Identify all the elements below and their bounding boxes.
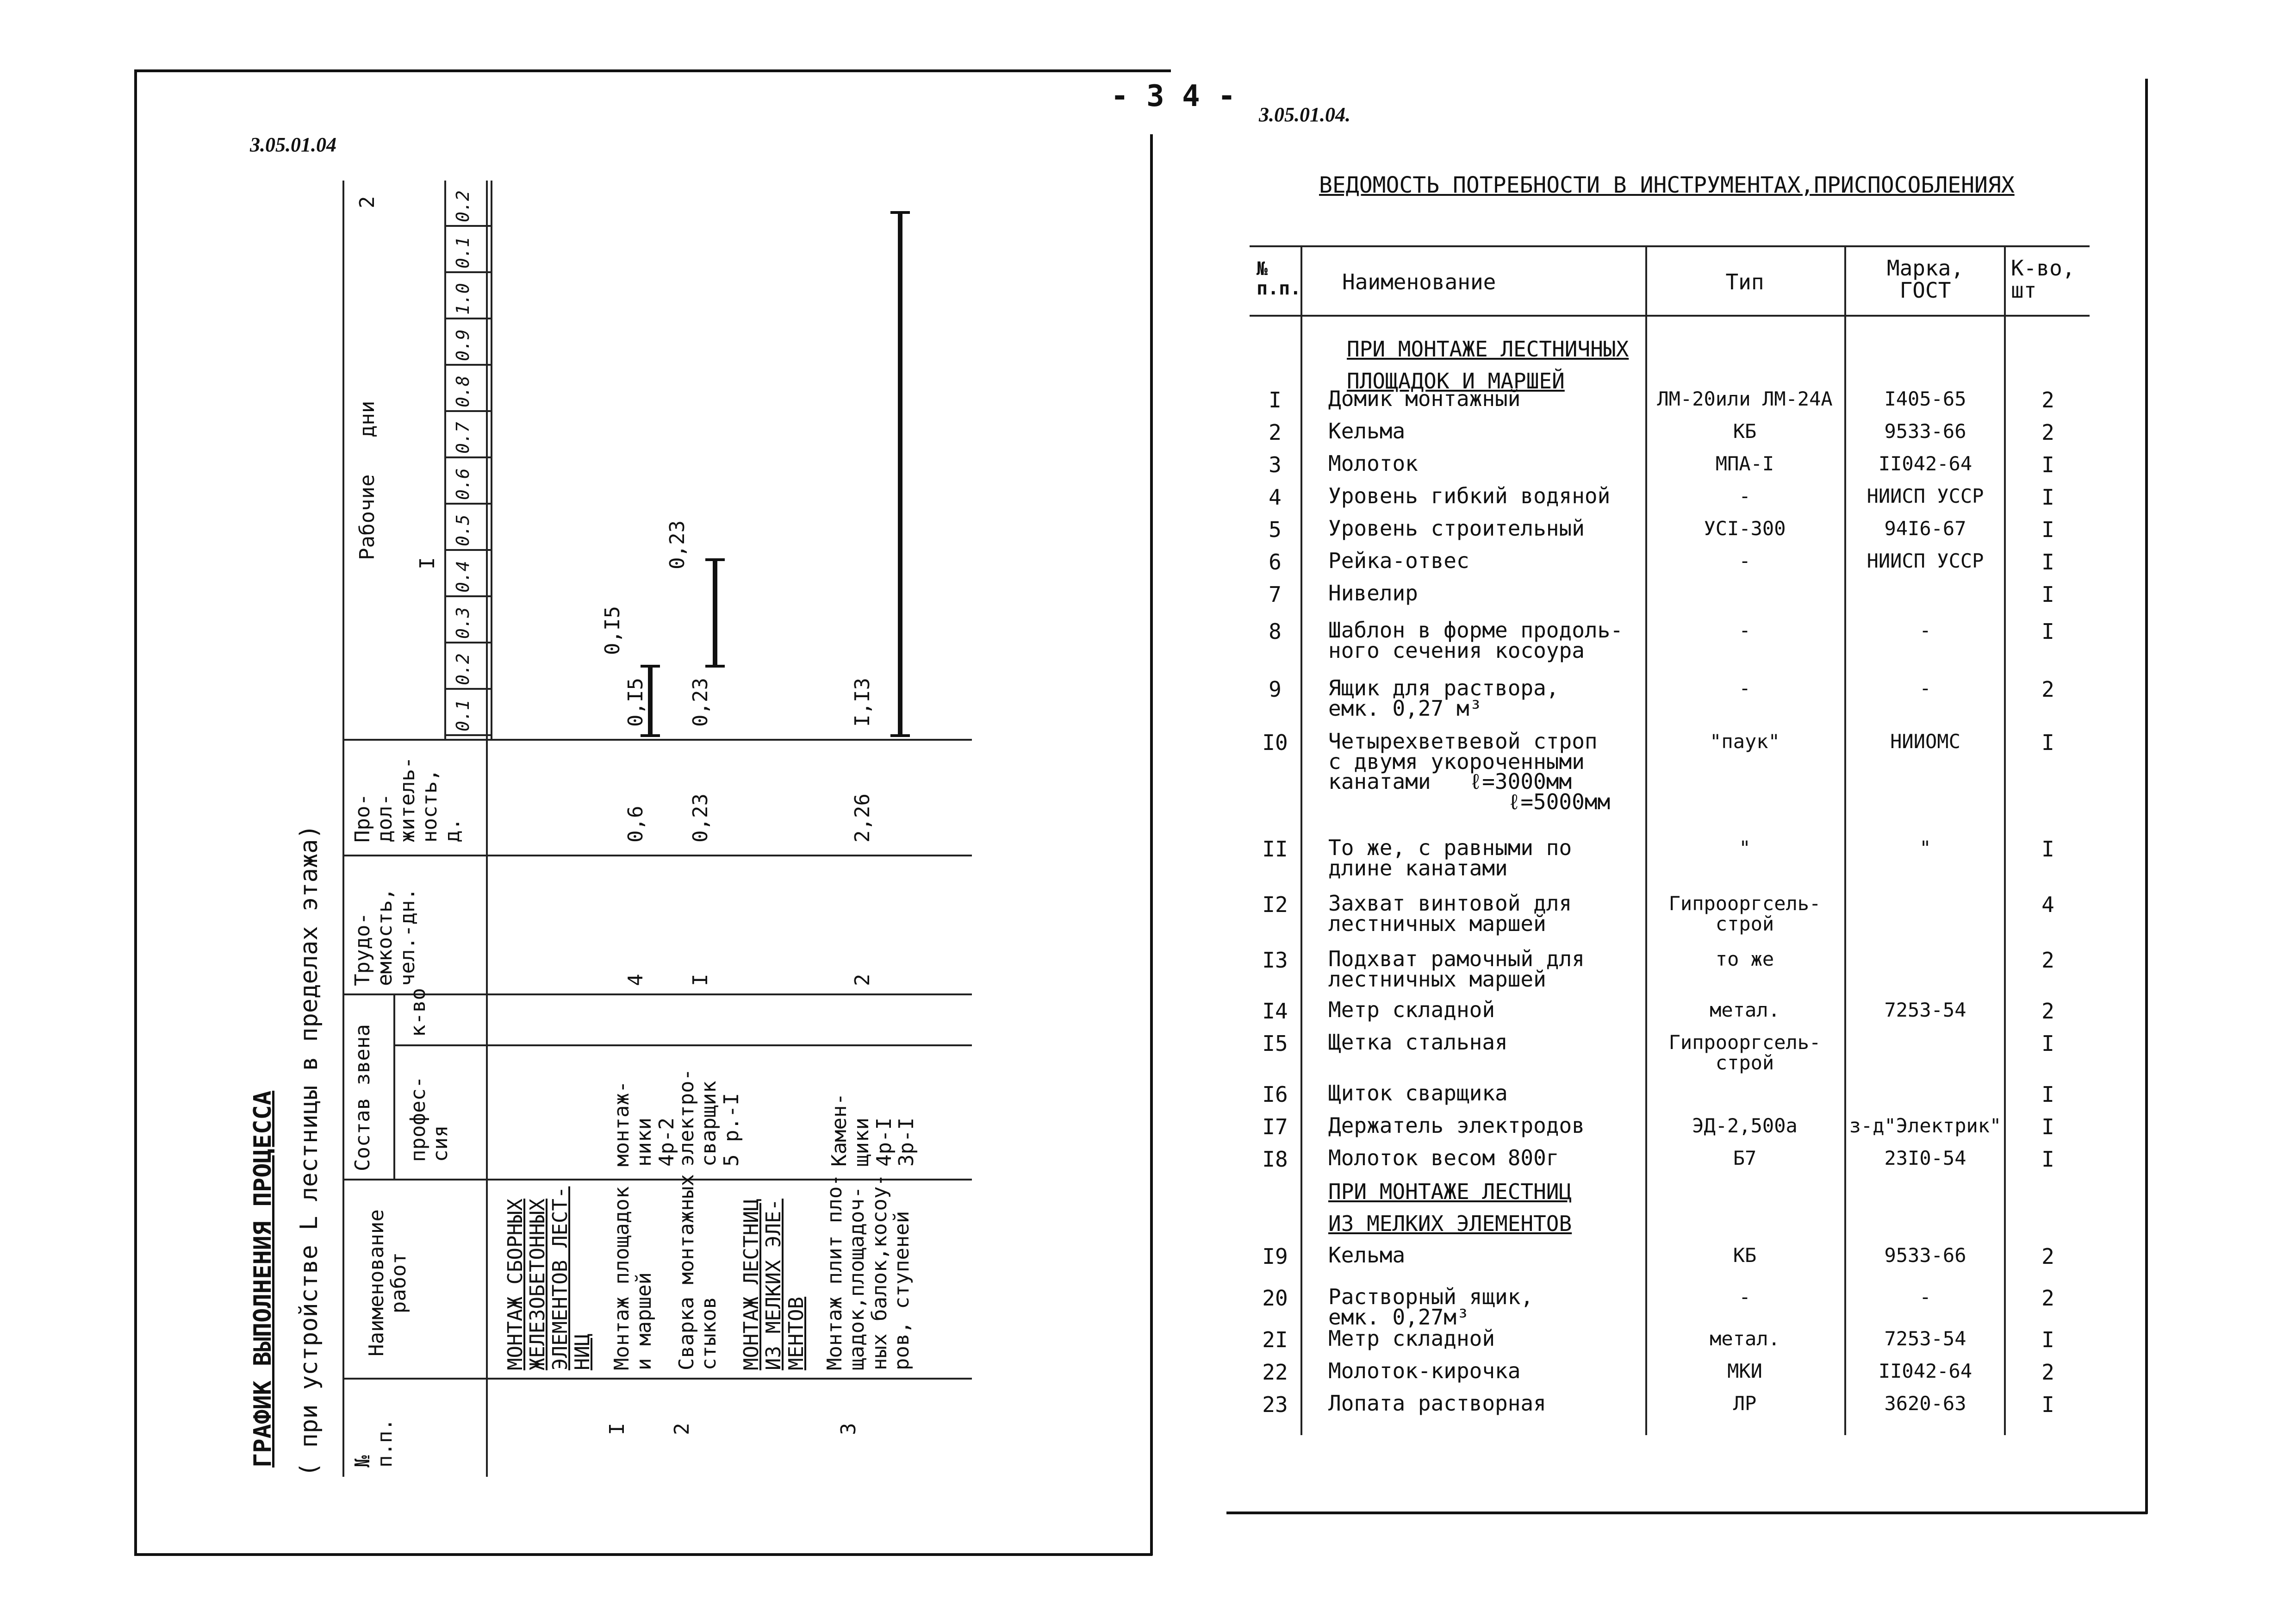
tick-label: 0.6 [453, 468, 473, 500]
tools-row-type: - [1739, 619, 1751, 642]
gantt-bar [648, 667, 653, 736]
row2-name: Сварка монтажных стыков [675, 1174, 721, 1370]
tools-row-name: Уровень гибкий водяной [1328, 483, 1611, 508]
tick-divider [444, 642, 491, 643]
tools-row-mark: - [1919, 1286, 1931, 1308]
tick-divider [444, 549, 491, 551]
hdr-labor: Трудо- емкость, чел.-дн. [351, 888, 419, 986]
tick-divider [444, 225, 491, 227]
tick-label: 0.5 [453, 514, 473, 546]
rt-top [1250, 245, 2090, 247]
tools-row-num: 22 [1262, 1360, 1288, 1385]
gantt-bar-cap [890, 211, 910, 214]
rt-col-name [1645, 245, 1647, 1435]
tools-row-type: - [1739, 677, 1751, 700]
hdr-crew: Состав звена [351, 1024, 374, 1171]
tools-row-type: ЛМ-20или ЛМ-24А [1657, 387, 1833, 410]
tools-row-qty: I [2041, 485, 2054, 510]
tools-row-name: Кельма [1328, 418, 1406, 443]
rt-col-num [1300, 245, 1302, 1435]
tick-divider [444, 503, 491, 505]
tools-row-num: I3 [1262, 948, 1288, 973]
tick-divider [444, 688, 491, 690]
hdr-profession: профес- сия [406, 1076, 453, 1162]
hdr-name: Наименование работ [365, 1209, 411, 1356]
hdr-workdays: Рабочие дни [355, 400, 379, 560]
schedule-subtitle: ( при устройстве L лестницы в пределах этажа) [295, 824, 323, 1477]
tools-row-num: I4 [1262, 999, 1288, 1024]
tbl-col-labor [342, 855, 972, 856]
tools-row-num: 2I [1262, 1327, 1288, 1352]
tools-row-num: 8 [1269, 619, 1282, 644]
tools-row-name: Молоток-кирочка [1328, 1358, 1521, 1383]
tools-row-type: КБ [1733, 1244, 1757, 1267]
tools-row-type: МПА-I [1715, 452, 1774, 475]
tools-row-mark: 9533-66 [1884, 420, 1966, 443]
row1-name: Монтаж площадок и маршей [610, 1186, 656, 1370]
row2-labor: 0,23 [689, 793, 712, 843]
tick-divider [444, 595, 491, 597]
tools-row-qty: I [2041, 1392, 2054, 1417]
row3-count: 2 [851, 974, 874, 986]
hdr-duration: Про- дол- житель- ность, д. [351, 756, 464, 843]
gantt-bar-cap [890, 734, 910, 737]
left-frame-left [134, 69, 137, 1555]
tools-row-name: Нивелир [1328, 581, 1418, 606]
tick-label: 0.9 [453, 329, 473, 361]
tick-label: 0.2 [453, 653, 473, 685]
tick-label: 0.4 [453, 561, 473, 593]
tools-row-num: 9 [1269, 677, 1282, 702]
rt-section-2: ПРИ МОНТАЖЕ ЛЕСТНИЦ ИЗ МЕЛКИХ ЭЛЕМЕНТОВ [1328, 1179, 1572, 1236]
tools-row-mark: 23I0-54 [1884, 1147, 1966, 1169]
tools-row-num: 4 [1269, 485, 1282, 510]
hdr-count: к-во [406, 988, 430, 1037]
tbl-col-count [342, 993, 972, 995]
tick-label: 0.1 [453, 237, 473, 269]
tools-row-qty: I [2041, 619, 2054, 644]
hdr-day2: 2 [355, 196, 379, 208]
tools-row-num: I5 [1262, 1031, 1288, 1056]
tools-row-mark: НИИОМС [1890, 730, 1960, 753]
tools-row-num: I7 [1262, 1114, 1288, 1139]
tools-row-qty: 2 [2041, 999, 2054, 1024]
rt-col-type [1844, 245, 1846, 1435]
tools-row-num: 20 [1262, 1286, 1288, 1311]
tools-row-name: Уровень строительный [1328, 516, 1585, 541]
tools-row-qty: 2 [2041, 1286, 2054, 1311]
tools-row-qty: I [2041, 517, 2054, 542]
right-title: ВЕДОМОСТЬ ПОТРЕБНОСТИ В ИНСТРУМЕНТАХ,ПРИСПОСОБЛЕНИЯХ [1319, 172, 2015, 198]
tick-label: 0.3 [453, 607, 473, 639]
tools-row-name: Четырехветвевой строп с двумя укороченными канатами ℓ=3000мм ℓ=5000мм [1328, 729, 1611, 815]
tbl-crew-split [393, 995, 395, 1181]
row3-prof: Камен- щики 4р-I 3р-I [828, 1093, 919, 1167]
tools-row-qty: I [2041, 1327, 2054, 1352]
tools-row-type: КБ [1733, 420, 1757, 443]
tbl-outer-top [342, 181, 344, 1477]
tools-row-num: I2 [1262, 892, 1288, 917]
row1-count: 4 [624, 974, 647, 986]
row3-name: Монтаж плит пло- щадок,площадоч- ных балок,косоу- ров, ступеней [823, 1174, 914, 1370]
gantt-bar-cap [641, 734, 660, 737]
tools-row-mark: - [1919, 619, 1931, 642]
tools-row-qty: 2 [2041, 1360, 2054, 1385]
tools-row-name: То же, с равными по длине канатами [1328, 835, 1572, 881]
tick-divider [444, 318, 491, 319]
tools-row-qty: I [2041, 1147, 2054, 1172]
tools-row-qty: I [2041, 1031, 2054, 1056]
tools-row-num: 3 [1269, 452, 1282, 477]
tbl-col-prof [393, 1044, 972, 1046]
tools-row-mark: 9533-66 [1884, 1244, 1966, 1267]
gantt-bar-cap [705, 558, 725, 561]
tools-row-num: 5 [1269, 517, 1282, 542]
tools-row-type: - [1739, 550, 1751, 572]
tools-row-num: I9 [1262, 1244, 1288, 1269]
tick-divider [444, 364, 491, 366]
tools-row-type: Гипрооргсель- строй [1668, 1031, 1821, 1074]
tools-row-qty: I [2041, 452, 2054, 477]
tbl-col-num [342, 1378, 972, 1380]
tools-row-name: Молоток весом 800г [1328, 1145, 1559, 1170]
tools-row-mark: з-д"Электрик" [1849, 1114, 2002, 1137]
tools-row-name: Подхват рамочный для лестничных маршей [1328, 946, 1585, 992]
tools-row-mark: I405-65 [1884, 387, 1966, 410]
tools-row-mark: 7253-54 [1884, 1327, 1966, 1350]
tbl-days-split [444, 181, 446, 741]
row2-count: I [689, 974, 712, 986]
tick-divider [444, 410, 491, 412]
rt-hdr-mark: Марка, ГОСТ [1886, 256, 1964, 303]
tools-row-qty: 2 [2041, 1244, 2054, 1269]
section-1-title: МОНТАЖ СБОРНЫХ ЖЕЛЕЗОБЕТОННЫХ ЭЛЕМЕНТОВ ЛЕСТ- НИЦ [504, 1186, 595, 1370]
tools-row-type: УСI-300 [1704, 517, 1786, 540]
tools-row-mark: 3620-63 [1884, 1392, 1966, 1415]
schedule-title: ГРАФИК ВЫПОЛНЕНИЯ ПРОЦЕССА [249, 1091, 277, 1468]
tools-row-type: МКИ [1727, 1360, 1762, 1382]
tools-row-name: Шаблон в форме продоль- ного сечения косоура [1328, 618, 1623, 663]
tbl-header-bottom [486, 181, 488, 1477]
tools-row-type: ЛР [1733, 1392, 1757, 1415]
row1-prof: монтаж- ники 4р-2 [610, 1081, 678, 1167]
left-doc-code: 3.05.01.04 [250, 133, 336, 156]
tick-label: 1.0 [453, 283, 473, 315]
tools-row-qty: I [2041, 1114, 2054, 1139]
tick-label: 0.8 [453, 375, 473, 407]
left-frame-bottom [134, 1553, 1152, 1556]
rt-hdr-name: Наименование [1342, 269, 1496, 294]
tools-row-type: то же [1715, 948, 1774, 970]
tools-row-num: 7 [1269, 582, 1282, 607]
tick-label: 0.7 [453, 422, 473, 454]
tools-row-name: Захват винтовой для лестничных маршей [1328, 891, 1572, 936]
tick-label: 0.1 [453, 700, 473, 731]
tools-row-num: 6 [1269, 550, 1282, 575]
rt-hdr-num: № п.п. [1257, 258, 1301, 299]
tick-divider [444, 271, 491, 273]
tools-row-mark: - [1919, 677, 1931, 700]
bar2-label: 0,23 [666, 520, 689, 569]
tools-row-mark: II042-64 [1878, 1360, 1972, 1382]
tools-row-name: Домик монтажный [1328, 386, 1521, 411]
tools-row-type: Б7 [1733, 1147, 1757, 1169]
tools-row-qty: 2 [2041, 677, 2054, 702]
tools-row-qty: I [2041, 1082, 2054, 1107]
row2-duration: 0,23 [689, 678, 712, 727]
tools-row-qty: I [2041, 837, 2054, 862]
schedule-sheet [250, 157, 972, 1477]
rt-hdr-type: Тип [1725, 269, 1764, 294]
tools-row-name: Щетка стальная [1328, 1030, 1508, 1055]
rt-col-mark [2004, 245, 2006, 1435]
tools-row-mark: 7253-54 [1884, 999, 1966, 1021]
tools-row-name: Молоток [1328, 451, 1418, 476]
hdr-day1: I [416, 557, 439, 569]
right-frame-right [2145, 79, 2148, 1514]
tools-row-qty: I [2041, 730, 2054, 755]
tools-row-qty: 2 [2041, 948, 2054, 973]
rt-hdr-qty: К-во, шт [2011, 256, 2075, 303]
tools-row-num: I0 [1262, 730, 1288, 755]
tools-row-mark: 94I6-67 [1884, 517, 1966, 540]
tools-row-num: I [1269, 387, 1282, 412]
tick-divider [444, 734, 491, 736]
tools-row-type: "паук" [1710, 730, 1780, 753]
row3-num: 3 [837, 1423, 860, 1435]
page-number: - 3 4 - [1111, 79, 1236, 113]
tools-row-type: ЭД-2,500а [1692, 1114, 1798, 1137]
tools-row-mark: НИИСП УССР [1867, 550, 1984, 572]
tools-row-name: Кельма [1328, 1243, 1406, 1268]
row2-num: 2 [670, 1423, 694, 1435]
gantt-bar-cap [641, 665, 660, 668]
tick-label: 0.2 [453, 190, 473, 222]
tools-row-qty: I [2041, 582, 2054, 607]
tools-row-qty: 2 [2041, 387, 2054, 412]
tools-row-num: II [1262, 837, 1288, 862]
tools-row-qty: 4 [2041, 892, 2054, 917]
tools-row-name: Держатель электродов [1328, 1113, 1585, 1138]
tools-row-type: метал. [1710, 1327, 1780, 1350]
rt-section-1: ПРИ МОНТАЖЕ ЛЕСТНИЧНЫХ ПЛОЩАДОК И МАРШЕЙ [1347, 337, 1629, 394]
row2-prof: электро- сварщик 5 р.-I [675, 1068, 743, 1167]
tools-row-name: Метр складной [1328, 997, 1495, 1022]
section-2-title: МОНТАЖ ЛЕСТНИЦ ИЗ МЕЛКИХ ЭЛЕ- МЕНТОВ [740, 1199, 808, 1370]
tools-row-name: Метр складной [1328, 1326, 1495, 1351]
tools-row-name: Растворный ящик, емк. 0,27м³ [1328, 1284, 1534, 1330]
left-frame-right [1150, 134, 1153, 1555]
tbl-col-duration [342, 739, 972, 741]
gantt-bar [898, 213, 902, 736]
tools-row-type: " [1739, 837, 1751, 859]
row1-labor: 0,6 [624, 806, 647, 843]
tools-row-name: Рейка-отвес [1328, 548, 1469, 573]
hdr-num: № п.п. [351, 1418, 397, 1468]
gantt-bar-cap [705, 665, 725, 668]
tools-row-mark: II042-64 [1878, 452, 1972, 475]
right-doc-code: 3.05.01.04. [1259, 103, 1350, 126]
tools-row-qty: I [2041, 550, 2054, 575]
bar1-label: 0,I5 [601, 606, 624, 655]
gantt-bar [713, 560, 717, 667]
tools-row-name: Лопата растворная [1328, 1391, 1546, 1416]
tools-row-qty: 2 [2041, 420, 2054, 445]
row3-duration: I,I3 [851, 678, 874, 727]
tools-row-mark: НИИСП УССР [1867, 485, 1984, 507]
row1-num: I [605, 1423, 629, 1435]
row1-duration: 0,I5 [624, 678, 647, 727]
tools-row-type: Гипрооргсель- строй [1668, 892, 1821, 936]
tools-row-type: - [1739, 1286, 1751, 1308]
left-frame-top [134, 69, 1171, 72]
right-frame-bottom [1226, 1512, 2147, 1514]
tools-row-num: I6 [1262, 1082, 1288, 1107]
tools-row-name: Ящик для раствора, емк. 0,27 м³ [1328, 675, 1559, 721]
rt-header-bottom [1250, 315, 2090, 317]
row3-labor: 2,26 [851, 793, 874, 843]
tools-row-num: 2 [1269, 420, 1282, 445]
tbl-ticks-split [491, 181, 492, 741]
tools-row-mark: " [1919, 837, 1931, 859]
tools-row-name: Щиток сварщика [1328, 1081, 1508, 1106]
tools-row-type: - [1739, 485, 1751, 507]
tools-row-num: I8 [1262, 1147, 1288, 1172]
tick-divider [444, 456, 491, 458]
tools-row-type: метал. [1710, 999, 1780, 1021]
tools-row-num: 23 [1262, 1392, 1288, 1417]
